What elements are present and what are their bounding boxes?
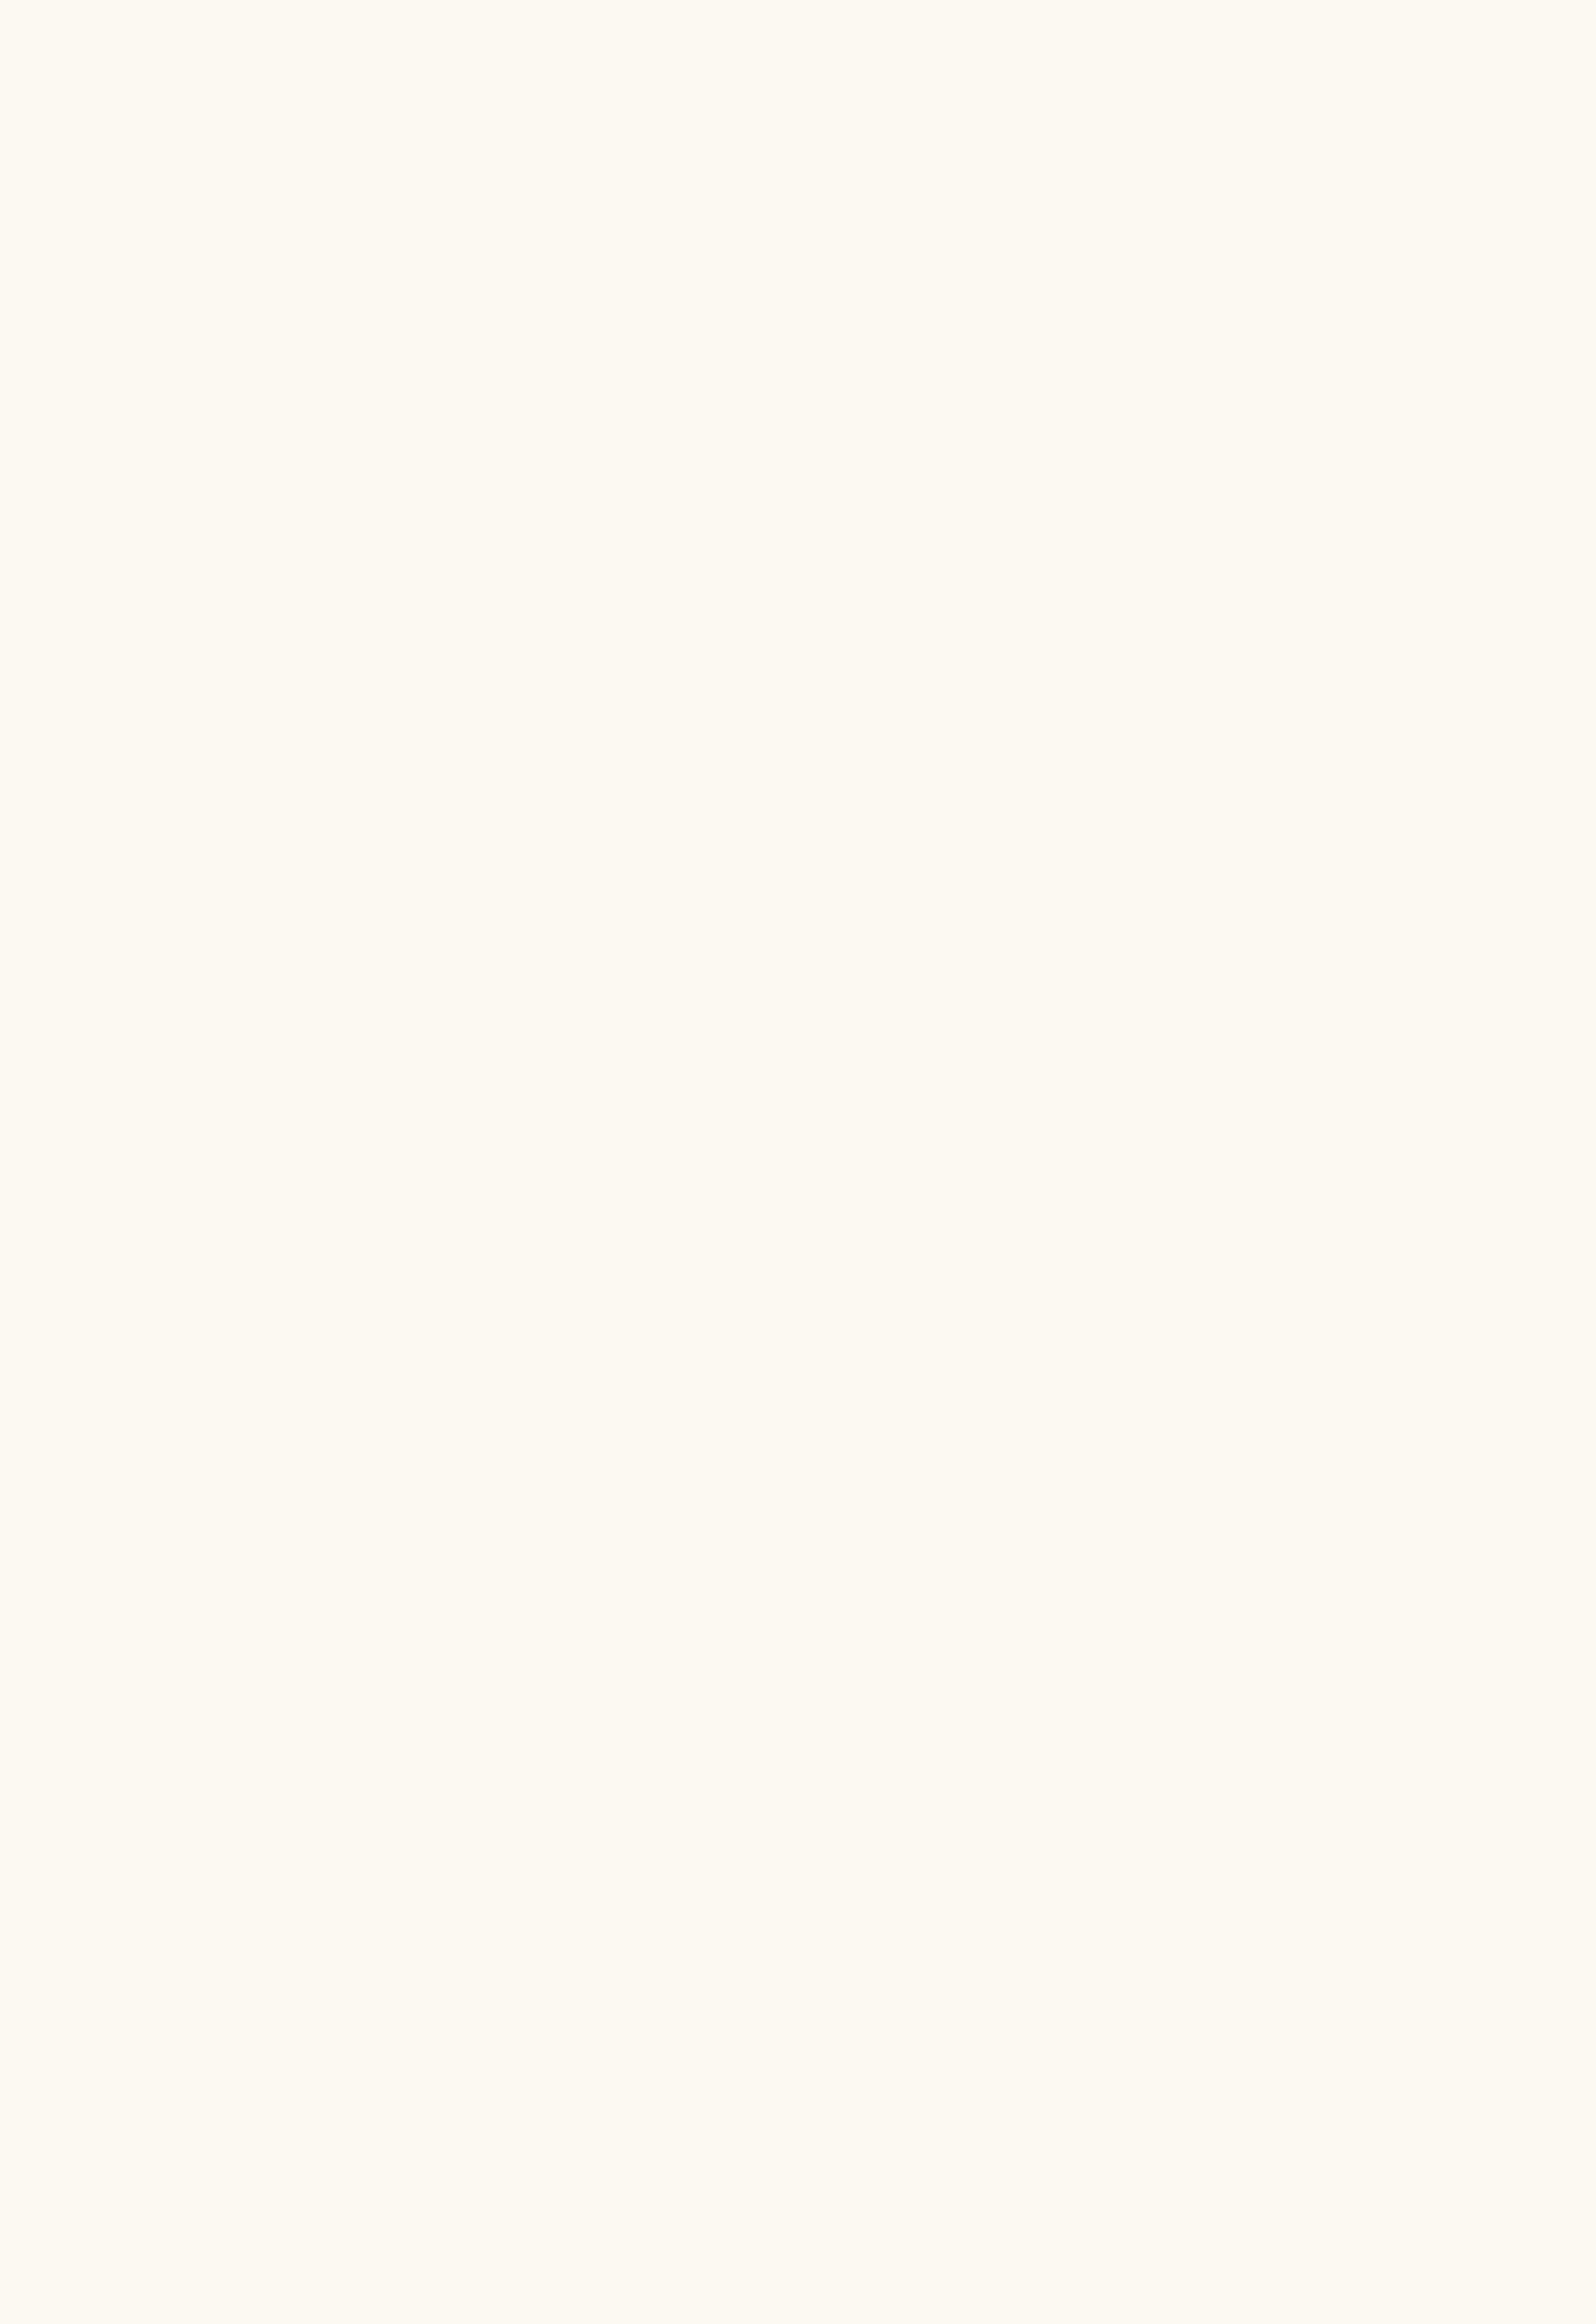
section-label (1307, 834, 1371, 923)
section-period-gap (1345, 864, 1370, 892)
